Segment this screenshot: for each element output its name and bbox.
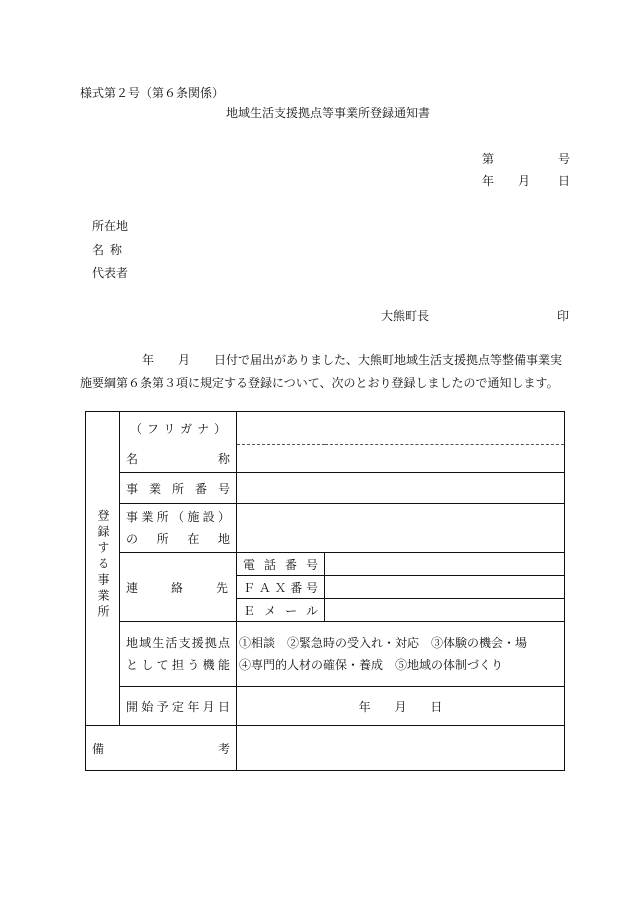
- name-input[interactable]: [237, 444, 565, 473]
- start-date-label-cell: [120, 687, 237, 726]
- side-label: [86, 412, 120, 726]
- date-month: 月: [518, 174, 531, 188]
- doc-number-suffix: 号: [558, 152, 571, 166]
- office-location-label-cell: [120, 504, 237, 553]
- function-option-line-2: ④専門的人材の確保・養成 ⑤地域の体制づくり: [239, 658, 504, 672]
- contact-label: 連絡先: [126, 580, 228, 595]
- phone-label-cell: [237, 553, 325, 576]
- phone-input[interactable]: [325, 553, 565, 576]
- name-label-cell: [120, 444, 237, 473]
- office-number-input[interactable]: [237, 473, 565, 504]
- phone-label: 電話番号: [243, 557, 318, 572]
- date-day: 日: [558, 174, 571, 188]
- fax-input[interactable]: [325, 576, 565, 599]
- seal-mark: 印: [557, 309, 570, 323]
- date-year: 年: [482, 174, 495, 188]
- body-line-2: 施要綱第６条第３項に規定する登録について、次のとおり登録しましたので通知します。: [80, 376, 559, 390]
- start-month: 月: [394, 699, 407, 714]
- email-input[interactable]: [325, 599, 565, 622]
- fax-label: ＦＡＸ番号: [243, 580, 318, 595]
- start-day: 日: [430, 699, 443, 714]
- function-label-cell: [120, 622, 237, 687]
- furigana-label-cell: [120, 412, 237, 445]
- fax-label-cell: [237, 576, 325, 599]
- email-label: Ｅメール: [243, 603, 318, 618]
- function-label-1: 地域生活支援拠点: [126, 636, 230, 650]
- furigana-label: （フリガナ）: [130, 421, 226, 436]
- remarks-label-cell: [86, 726, 237, 771]
- name-label: 名称: [126, 451, 230, 466]
- start-date-label: 開始予定年月日: [126, 699, 230, 714]
- office-location-label-1: 事業所（施設）: [126, 510, 230, 524]
- office-location-input[interactable]: [237, 504, 565, 553]
- function-options: [237, 622, 565, 687]
- function-option-line-1: ①相談 ②緊急時の受入れ・対応 ③体験の機会・場: [239, 636, 528, 650]
- body-text: [80, 349, 562, 395]
- side-label-text: 登録する事業所: [96, 509, 110, 621]
- office-location-label-2: の所在地: [126, 532, 230, 546]
- function-label-2: として担う機能: [126, 658, 230, 672]
- contact-label-cell: [120, 553, 237, 622]
- recipient-name-label: 名称: [92, 243, 129, 257]
- start-date-input[interactable]: [237, 687, 565, 726]
- remarks-input[interactable]: [237, 726, 565, 771]
- registration-table: [85, 411, 565, 771]
- form-id: 様式第２号（第６条関係）: [80, 86, 225, 100]
- doc-number-prefix: 第: [482, 152, 495, 166]
- document-title: 地域生活支援拠点等事業所登録通知書: [226, 106, 431, 120]
- remarks-label: 備考: [92, 741, 230, 756]
- body-line-1: 年 月 日付で届出がありました、大熊町地域生活支援拠点等整備事業実: [142, 353, 563, 367]
- recipient-address-label: 所在地: [92, 219, 129, 233]
- start-year: 年: [358, 699, 371, 714]
- office-number-label: 事業所番号: [126, 481, 230, 496]
- furigana-input[interactable]: [237, 412, 565, 445]
- email-label-cell: [237, 599, 325, 622]
- recipient-rep-label: 代表者: [92, 266, 129, 280]
- issuer-mayor: 大熊町長: [381, 309, 430, 323]
- office-number-label-cell: [120, 473, 237, 504]
